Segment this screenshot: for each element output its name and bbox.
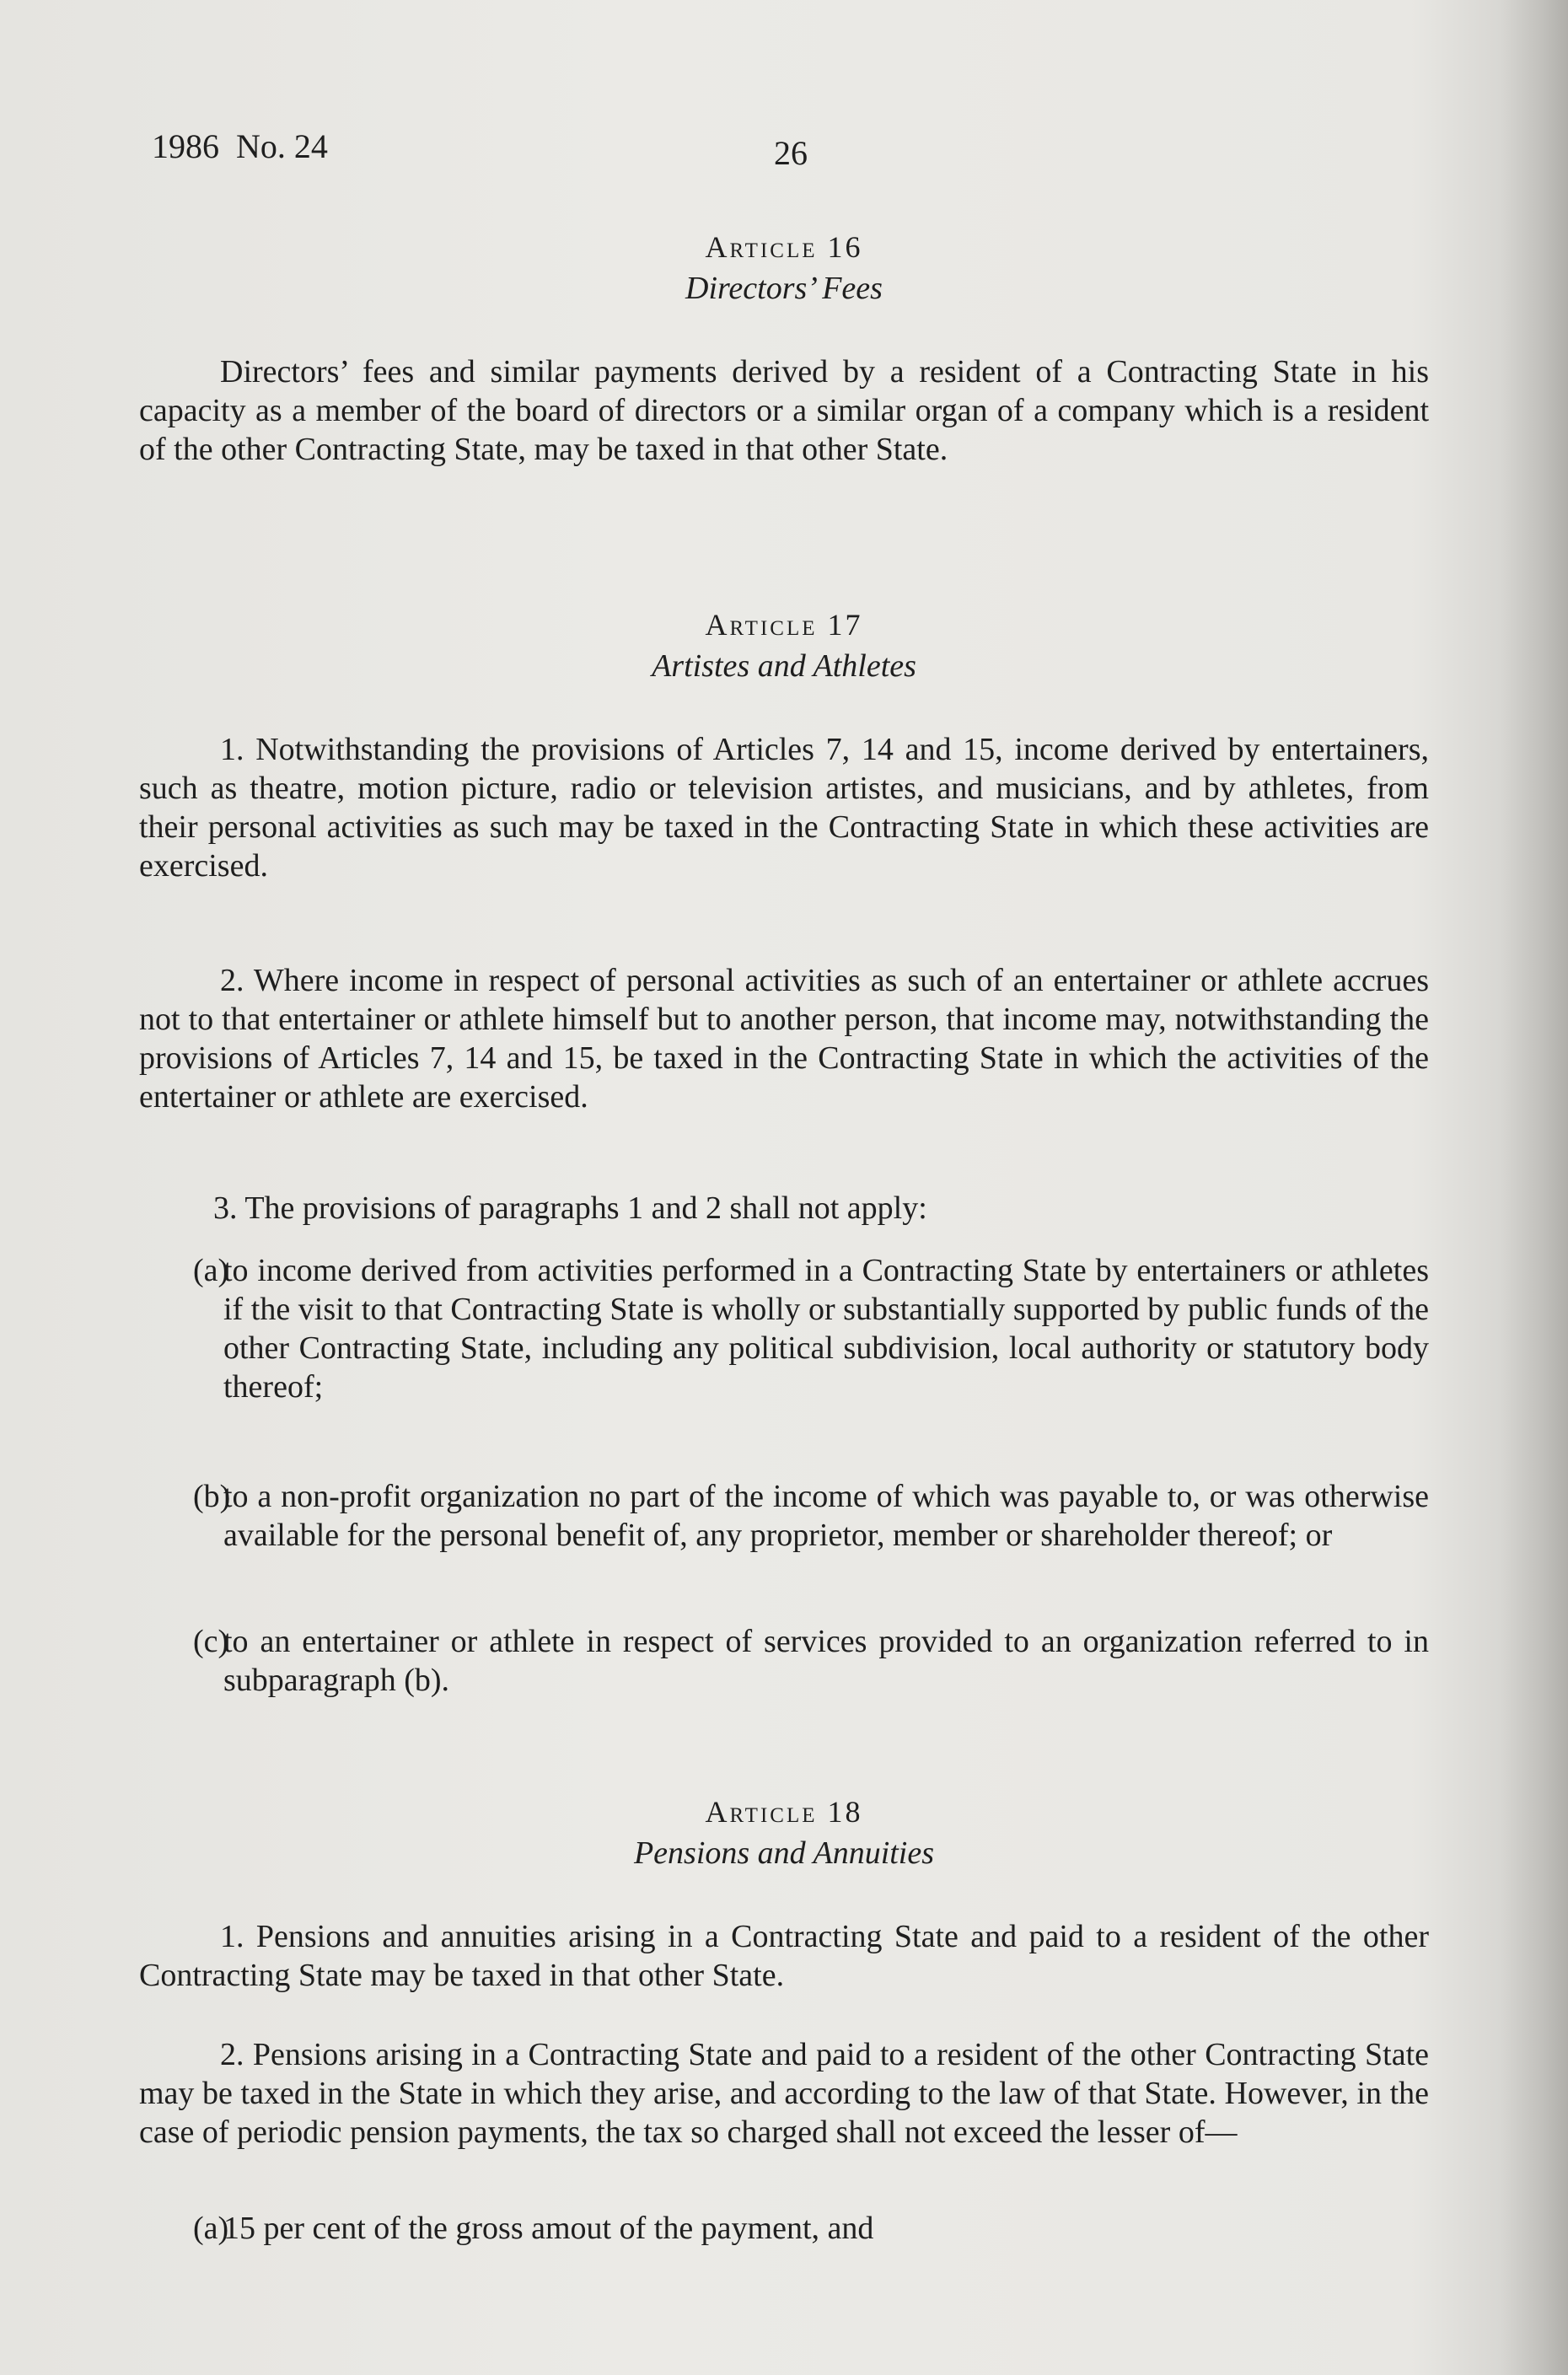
sub-c-block bbox=[139, 1622, 1429, 1700]
article-17-para-3-text: 3. The provisions of paragraphs 1 and 2 shall not apply: bbox=[213, 1190, 927, 1226]
sub-a-label: (a) bbox=[193, 1253, 229, 1288]
article-18-sub-a-block bbox=[139, 2209, 1429, 2248]
article-18-sub-a-text: 15 per cent of the gross amout of the payment, and bbox=[223, 2211, 874, 2246]
article-18 bbox=[139, 1794, 1429, 1872]
article-16-body bbox=[139, 352, 1429, 469]
article-17-paragraph-3 bbox=[139, 1189, 1429, 1228]
sub-a-text: to income derived from activities performed in a Contracting State by entertainers or athletes if the visit to that Contracting State is wholly or substantially supported by public funds of the other Contracting State, including any political subdivision, local authority or statutory body thereof; bbox=[223, 1253, 1429, 1405]
article-17-heading bbox=[139, 607, 1429, 642]
article-17-paragraph-1 bbox=[139, 730, 1429, 885]
article-18-heading-text: Article 18 bbox=[705, 1795, 863, 1829]
sub-b-block bbox=[139, 1477, 1429, 1555]
act-reference: 1986 No. 24 bbox=[152, 127, 328, 165]
page-header bbox=[152, 126, 808, 172]
article-18-title: Pensions and Annuities bbox=[633, 1835, 935, 1871]
sub-a-block bbox=[139, 1251, 1429, 1406]
article-17-heading-text: Article 17 bbox=[705, 608, 863, 642]
article-16-heading bbox=[139, 229, 1429, 265]
article-16-title: Directors’ Fees bbox=[685, 271, 883, 306]
article-17-para-2-text: 2. Where income in respect of personal activities as such of an entertainer or athlete accrues not to that entertainer or athlete himself but to another person, that income may, notwithstanding the provisions of Articles 7, 14 and 15, be taxed in the Contracting State in which the activities of the entertainer or athlete are exercised. bbox=[139, 963, 1429, 1115]
article-18-para-1-text: 1. Pensions and annuities arising in a Contracting State and paid to a resident of the other Contracting State may be taxed in that other State. bbox=[139, 1919, 1429, 1993]
article-18-sub-a-label: (a) bbox=[193, 2211, 229, 2246]
article-17 bbox=[139, 607, 1429, 685]
article-17-sub-a bbox=[139, 1251, 1429, 1406]
article-18-para-2-text: 2. Pensions arising in a Contracting State and paid to a resident of the other Contracting State may be taxed in the State in which they arise, and according to the law of that State. However, in the case of periodic pension payments, the tax so charged shall not exceed the lesser of— bbox=[139, 2037, 1429, 2150]
article-18-sub-a bbox=[139, 2209, 1429, 2248]
sub-c-label: (c) bbox=[193, 1624, 229, 1659]
article-16-heading-text: Article 16 bbox=[705, 230, 863, 264]
article-18-paragraph-2 bbox=[139, 2035, 1429, 2152]
article-17-para-1-text: 1. Notwithstanding the provisions of Articles 7, 14 and 15, income derived by entertainers, such as theatre, motion picture, radio or television artistes, and musicians, and by athletes, from their personal activities as such may be taxed in the Contracting State in which these activities are exercised. bbox=[139, 732, 1429, 884]
page-number: 26 bbox=[774, 134, 808, 172]
article-18-paragraph-1 bbox=[139, 1917, 1429, 1995]
article-17-title: Artistes and Athletes bbox=[652, 648, 916, 684]
article-17-sub-c bbox=[139, 1622, 1429, 1700]
article-18-heading bbox=[139, 1794, 1429, 1830]
article-17-sub-b bbox=[139, 1477, 1429, 1555]
sub-b-text: to a non-profit organization no part of the income of which was payable to, or was otherwise available for the personal benefit of, any proprietor, member or shareholder thereof; or bbox=[223, 1479, 1429, 1553]
article-16-paragraph: Directors’ fees and similar payments derived by a resident of a Contracting State in his capacity as a member of the board of directors or a similar organ of a company which is a resident of the other Contracting State, may be taxed in that other State. bbox=[139, 354, 1429, 467]
sub-c-text: to an entertainer or athlete in respect of services provided to an organization referred to in subparagraph (b). bbox=[223, 1624, 1429, 1698]
article-17-paragraph-2 bbox=[139, 961, 1429, 1116]
book-spine-shadow bbox=[1501, 0, 1568, 2375]
sub-b-label: (b) bbox=[193, 1479, 231, 1514]
article-16 bbox=[139, 229, 1429, 307]
